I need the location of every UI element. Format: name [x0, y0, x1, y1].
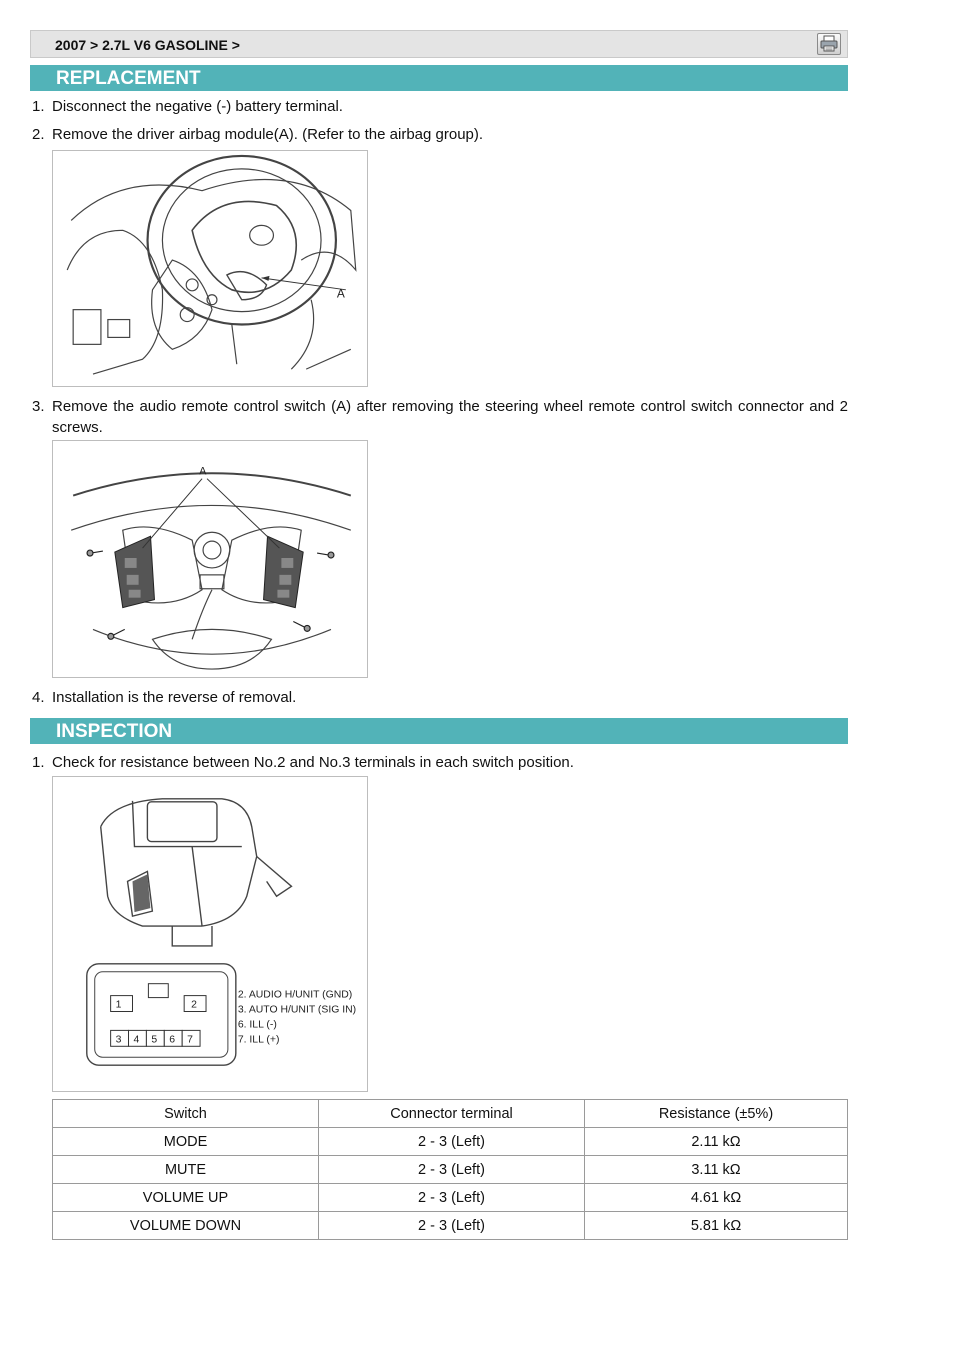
figure-airbag-module [52, 150, 368, 387]
column-header-connector-terminal: Connector terminal [319, 1100, 585, 1128]
connector-legend-4: 7. ILL (+) [237, 1034, 280, 1046]
cell-switch: VOLUME UP [53, 1184, 319, 1212]
pin-4: 4 [133, 1034, 140, 1046]
step-number: 4. [32, 689, 45, 706]
breadcrumb-text: 2007 > 2.7L V6 GASOLINE > [55, 37, 240, 53]
cell-switch: MODE [53, 1128, 319, 1156]
pin-3: 3 [115, 1034, 122, 1046]
table-row [53, 1156, 848, 1184]
section-header-replacement: REPLACEMENT [30, 65, 848, 91]
step-number: 1. [32, 98, 45, 115]
step-text: Remove the driver airbag module(A). (Refer to the airbag group). [52, 126, 484, 143]
cell-terminal: 2 - 3 (Left) [319, 1212, 585, 1240]
cell-terminal: 2 - 3 (Left) [319, 1156, 585, 1184]
connector-illustration [53, 777, 367, 1091]
cell-switch: VOLUME DOWN [53, 1212, 319, 1240]
replacement-step-3 [32, 396, 848, 438]
connector-legend-1: 2. AUDIO H/UNIT (GND) [237, 989, 353, 1001]
replacement-step-4 [32, 687, 848, 708]
step-text: Remove the audio remote control switch (A) after removing the steering wheel remote control switch connector and 2 screws. [52, 398, 848, 436]
steering-wheel-illustration [53, 151, 367, 386]
figure1-callout: A [336, 286, 345, 301]
print-button[interactable] [817, 33, 841, 55]
replacement-step-1 [32, 96, 848, 117]
cell-resistance: 5.81 kΩ [585, 1212, 848, 1240]
pin-5: 5 [151, 1034, 158, 1046]
connector-legend-2: 3. AUTO H/UNIT (SIG IN) [237, 1004, 357, 1016]
remote-switch-illustration [53, 441, 367, 677]
cell-switch: MUTE [53, 1156, 319, 1184]
step-number: 2. [32, 126, 45, 143]
table-row [53, 1128, 848, 1156]
pin-1: 1 [115, 999, 122, 1011]
step-text: Disconnect the negative (-) battery terminal. [52, 98, 343, 115]
table-row [53, 1184, 848, 1212]
printer-icon [818, 34, 840, 54]
table-header-row [53, 1100, 848, 1128]
cell-resistance: 2.11 kΩ [585, 1128, 848, 1156]
figure-remote-control-switch [52, 440, 368, 678]
pin-7: 7 [187, 1034, 193, 1046]
cell-terminal: 2 - 3 (Left) [319, 1184, 585, 1212]
figure-switch-connector [52, 776, 368, 1092]
step-number: 1. [32, 754, 45, 771]
column-header-switch: Switch [53, 1100, 319, 1128]
breadcrumb [30, 30, 848, 58]
inspection-step-1 [32, 752, 848, 773]
step-text: Installation is the reverse of removal. [52, 689, 297, 706]
table-row [53, 1212, 848, 1240]
column-header-resistance: Resistance (±5%) [585, 1100, 848, 1128]
pin-2: 2 [191, 999, 197, 1011]
figure2-callout: A [199, 465, 207, 478]
cell-terminal: 2 - 3 (Left) [319, 1128, 585, 1156]
step-text: Check for resistance between No.2 and No.3 terminals in each switch position. [52, 754, 574, 771]
cell-resistance: 3.11 kΩ [585, 1156, 848, 1184]
step-number: 3. [32, 398, 45, 415]
connector-legend-3: 6. ILL (-) [237, 1019, 277, 1031]
cell-resistance: 4.61 kΩ [585, 1184, 848, 1212]
pin-6: 6 [169, 1034, 176, 1046]
resistance-table [52, 1099, 848, 1240]
replacement-step-2 [32, 124, 848, 145]
section-header-inspection: INSPECTION [30, 718, 848, 744]
